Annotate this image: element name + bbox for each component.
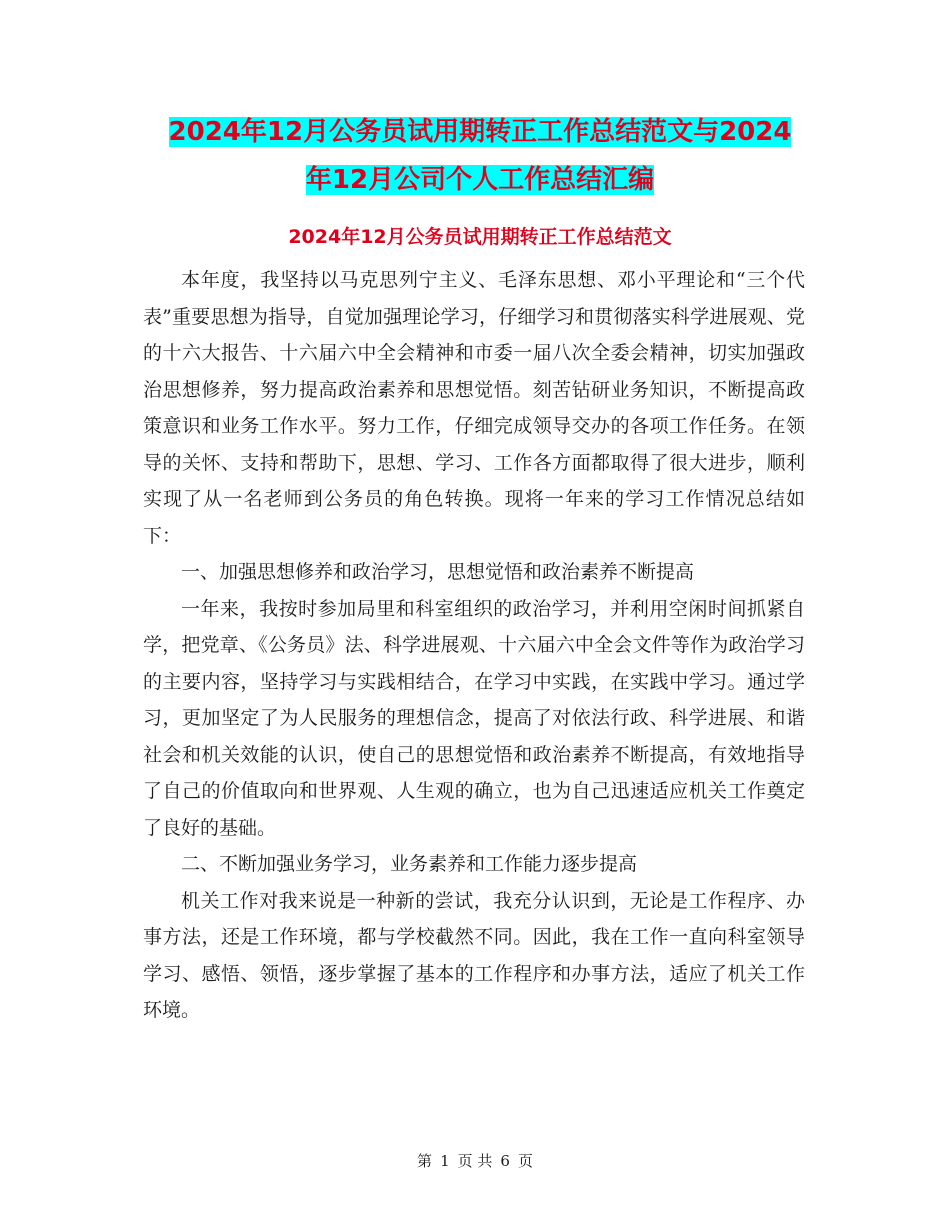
document-title-line-2: 年12月公司个人工作总结汇编 [305,165,655,195]
page-label-suffix: 页 [517,1152,533,1170]
current-page-number: 1 [440,1152,450,1170]
paragraph-political-study: 一年来，我按时参加局里和科室组织的政治学习，并利用空闲时间抓紧自学，把党章、《公务员》法、科学进展观、十六届六中全会文件等作为政治学习的主要内容，坚持学习与实践相结合，在学习中实践，在实践中学习。通过学习，更加坚定了为人民服务的理想信念，提高了对依法行政、科学进展、和谐社会和机关效能的认识，使自己的思想觉悟和政治素养不断提高，有效地指导了自己的价值取向和世界观、人生观的确立，也为自己迅速适应机关工作奠定了良好的基础。 [143,597,805,839]
section-heading-1: 一、加强思想修养和政治学习，思想觉悟和政治素养不断提高 [181,561,695,583]
document-title-line-1: 2024年12月公务员试用期转正工作总结范文与2024 [168,117,792,147]
document-body [143,262,805,1029]
paragraph-business-study: 机关工作对我来说是一种新的尝试，我充分认识到，无论是工作程序、办事方法，还是工作环境，都与学校截然不同。因此，我在工作一直向科室领导学习、感悟、领悟，逐步掌握了基本的工作程序和办事方法，适应了机关工作环境。 [143,889,805,1021]
section-title: 2024年12月公务员试用期转正工作总结范文 [288,226,672,248]
total-page-count: 6 [500,1152,510,1170]
paragraph-intro: 本年度，我坚持以马克思列宁主义、毛泽东思想、邓小平理论和“三个代表”重要思想为指导，自觉加强理论学习，仔细学习和贯彻落实科学进展观、党的十六大报告、十六届六中全会精神和市委一届八次全委会精神，切实加强政治思想修养，努力提高政治素养和思想觉悟。刻苦钻研业务知识，不断提高政策意识和业务工作水平。努力工作，仔细完成领导交办的各项工作任务。在领导的关怀、支持和帮助下，思想、学习、工作各方面都取得了很大进步，顺利实现了从一名老师到公务员的角色转换。现将一年来的学习工作情况总结如下： [143,269,805,547]
page-label-mid: 页 共 [457,1152,493,1170]
page-number-footer [0,1150,950,1171]
page-label-prefix: 第 [417,1152,433,1170]
section-heading-2: 二、不断加强业务学习，业务素养和工作能力逐步提高 [181,853,638,875]
document-title [140,108,820,204]
